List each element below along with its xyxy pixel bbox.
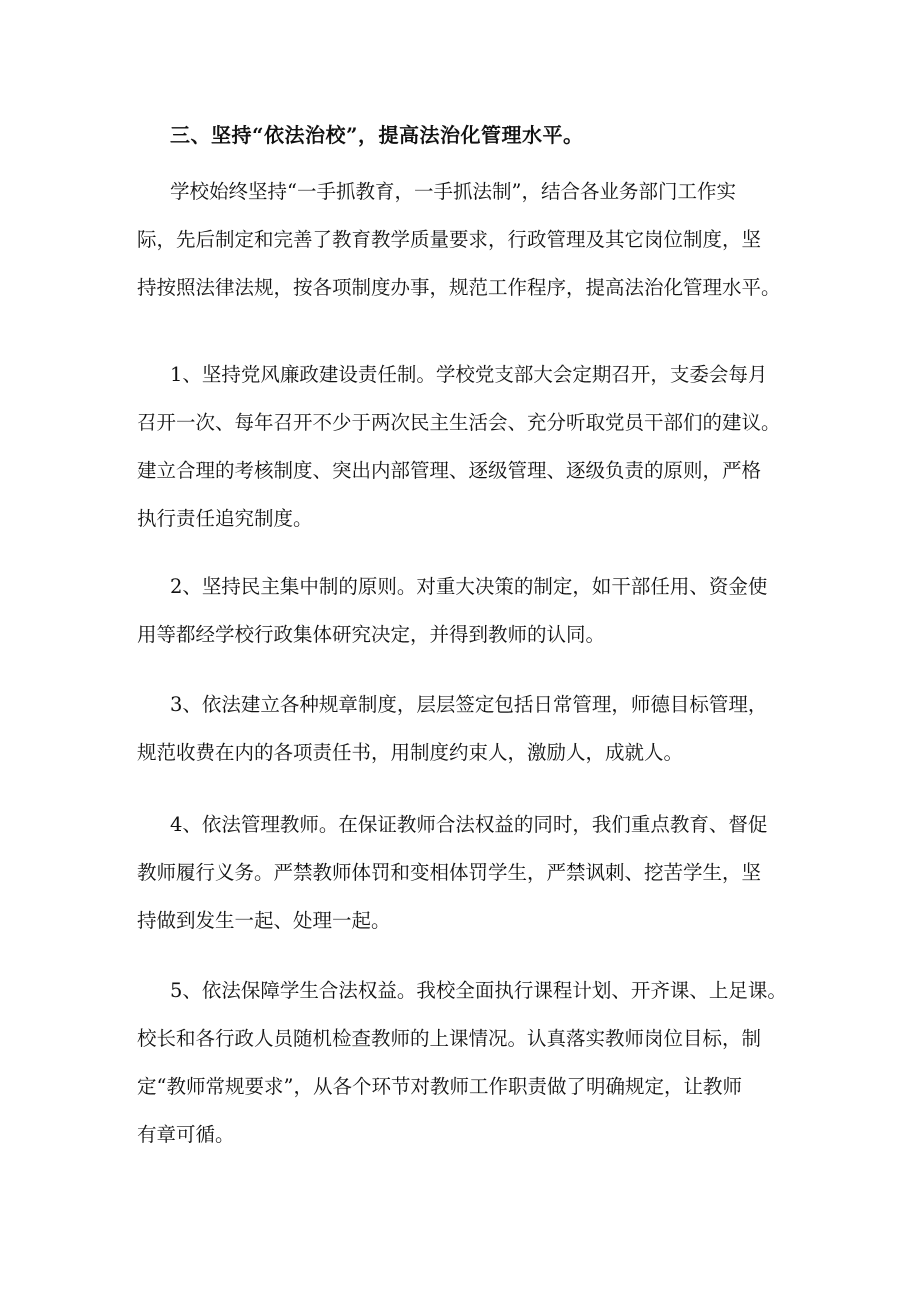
- paragraph-line: 持按照法律法规，按各项制度办事，规范工作程序，提高法治化管理水平。: [137, 276, 781, 299]
- paragraph-line: 校长和各行政人员随机检查教师的上课情况。认真落实教师岗位目标，制: [137, 1027, 762, 1050]
- paragraph-item-1: [137, 351, 797, 543]
- paragraph-line: 建立合理的考核制度、突出内部管理、逐级管理、逐级负责的原则，严格: [137, 459, 762, 482]
- paragraph-item-2: [137, 563, 797, 659]
- paragraph-line: 2、坚持民主集中制的原则。对重大决策的制定，如干部任用、资金使: [170, 575, 768, 598]
- paragraph-item-4: [137, 801, 797, 945]
- paragraph-line: 规范收费在内的各项责任书，用制度约束人，激励人，成就人。: [137, 741, 684, 764]
- paragraph-line: 定“教师常规要求”，从各个环节对教师工作职责做了明确规定，让教师: [137, 1075, 742, 1098]
- paragraph-line: 5、依法保障学生合法权益。我校全面执行课程计划、开齐课、上足课。: [170, 979, 787, 1002]
- paragraph-line: 际，先后制定和完善了教育教学质量要求，行政管理及其它岗位制度，坚: [137, 228, 762, 251]
- paragraph-item-3: [137, 681, 797, 777]
- paragraph-line: 召开一次、每年召开不少于两次民主生活会、充分听取党员干部们的建议。: [137, 411, 781, 434]
- paragraph-line: 有章可循。: [137, 1123, 235, 1146]
- section-heading: 三、坚持“依法治校”，提高法治化管理水平。: [170, 123, 584, 147]
- paragraph-line: 执行责任追究制度。: [137, 507, 313, 530]
- paragraph-line: 用等都经学校行政集体研究决定，并得到教师的认同。: [137, 623, 606, 646]
- paragraph-line: 学校始终坚持“一手抓教育，一手抓法制”，结合各业务部门工作实: [170, 180, 736, 203]
- paragraph-line: 4、依法管理教师。在保证教师合法权益的同时，我们重点教育、督促: [170, 813, 768, 836]
- paragraph-line: 1、坚持党风廉政建设责任制。学校党支部大会定期召开，支委会每月: [170, 363, 768, 386]
- paragraph-line: 3、依法建立各种规章制度，层层签定包括日常管理，师德目标管理，: [170, 693, 768, 716]
- paragraph-line: 教师履行义务。严禁教师体罚和变相体罚学生，严禁讽刺、挖苦学生，坚: [137, 861, 762, 884]
- paragraph-intro: [137, 168, 797, 312]
- paragraph-item-5: [137, 967, 797, 1159]
- paragraph-line: 持做到发生一起、处理一起。: [137, 909, 391, 932]
